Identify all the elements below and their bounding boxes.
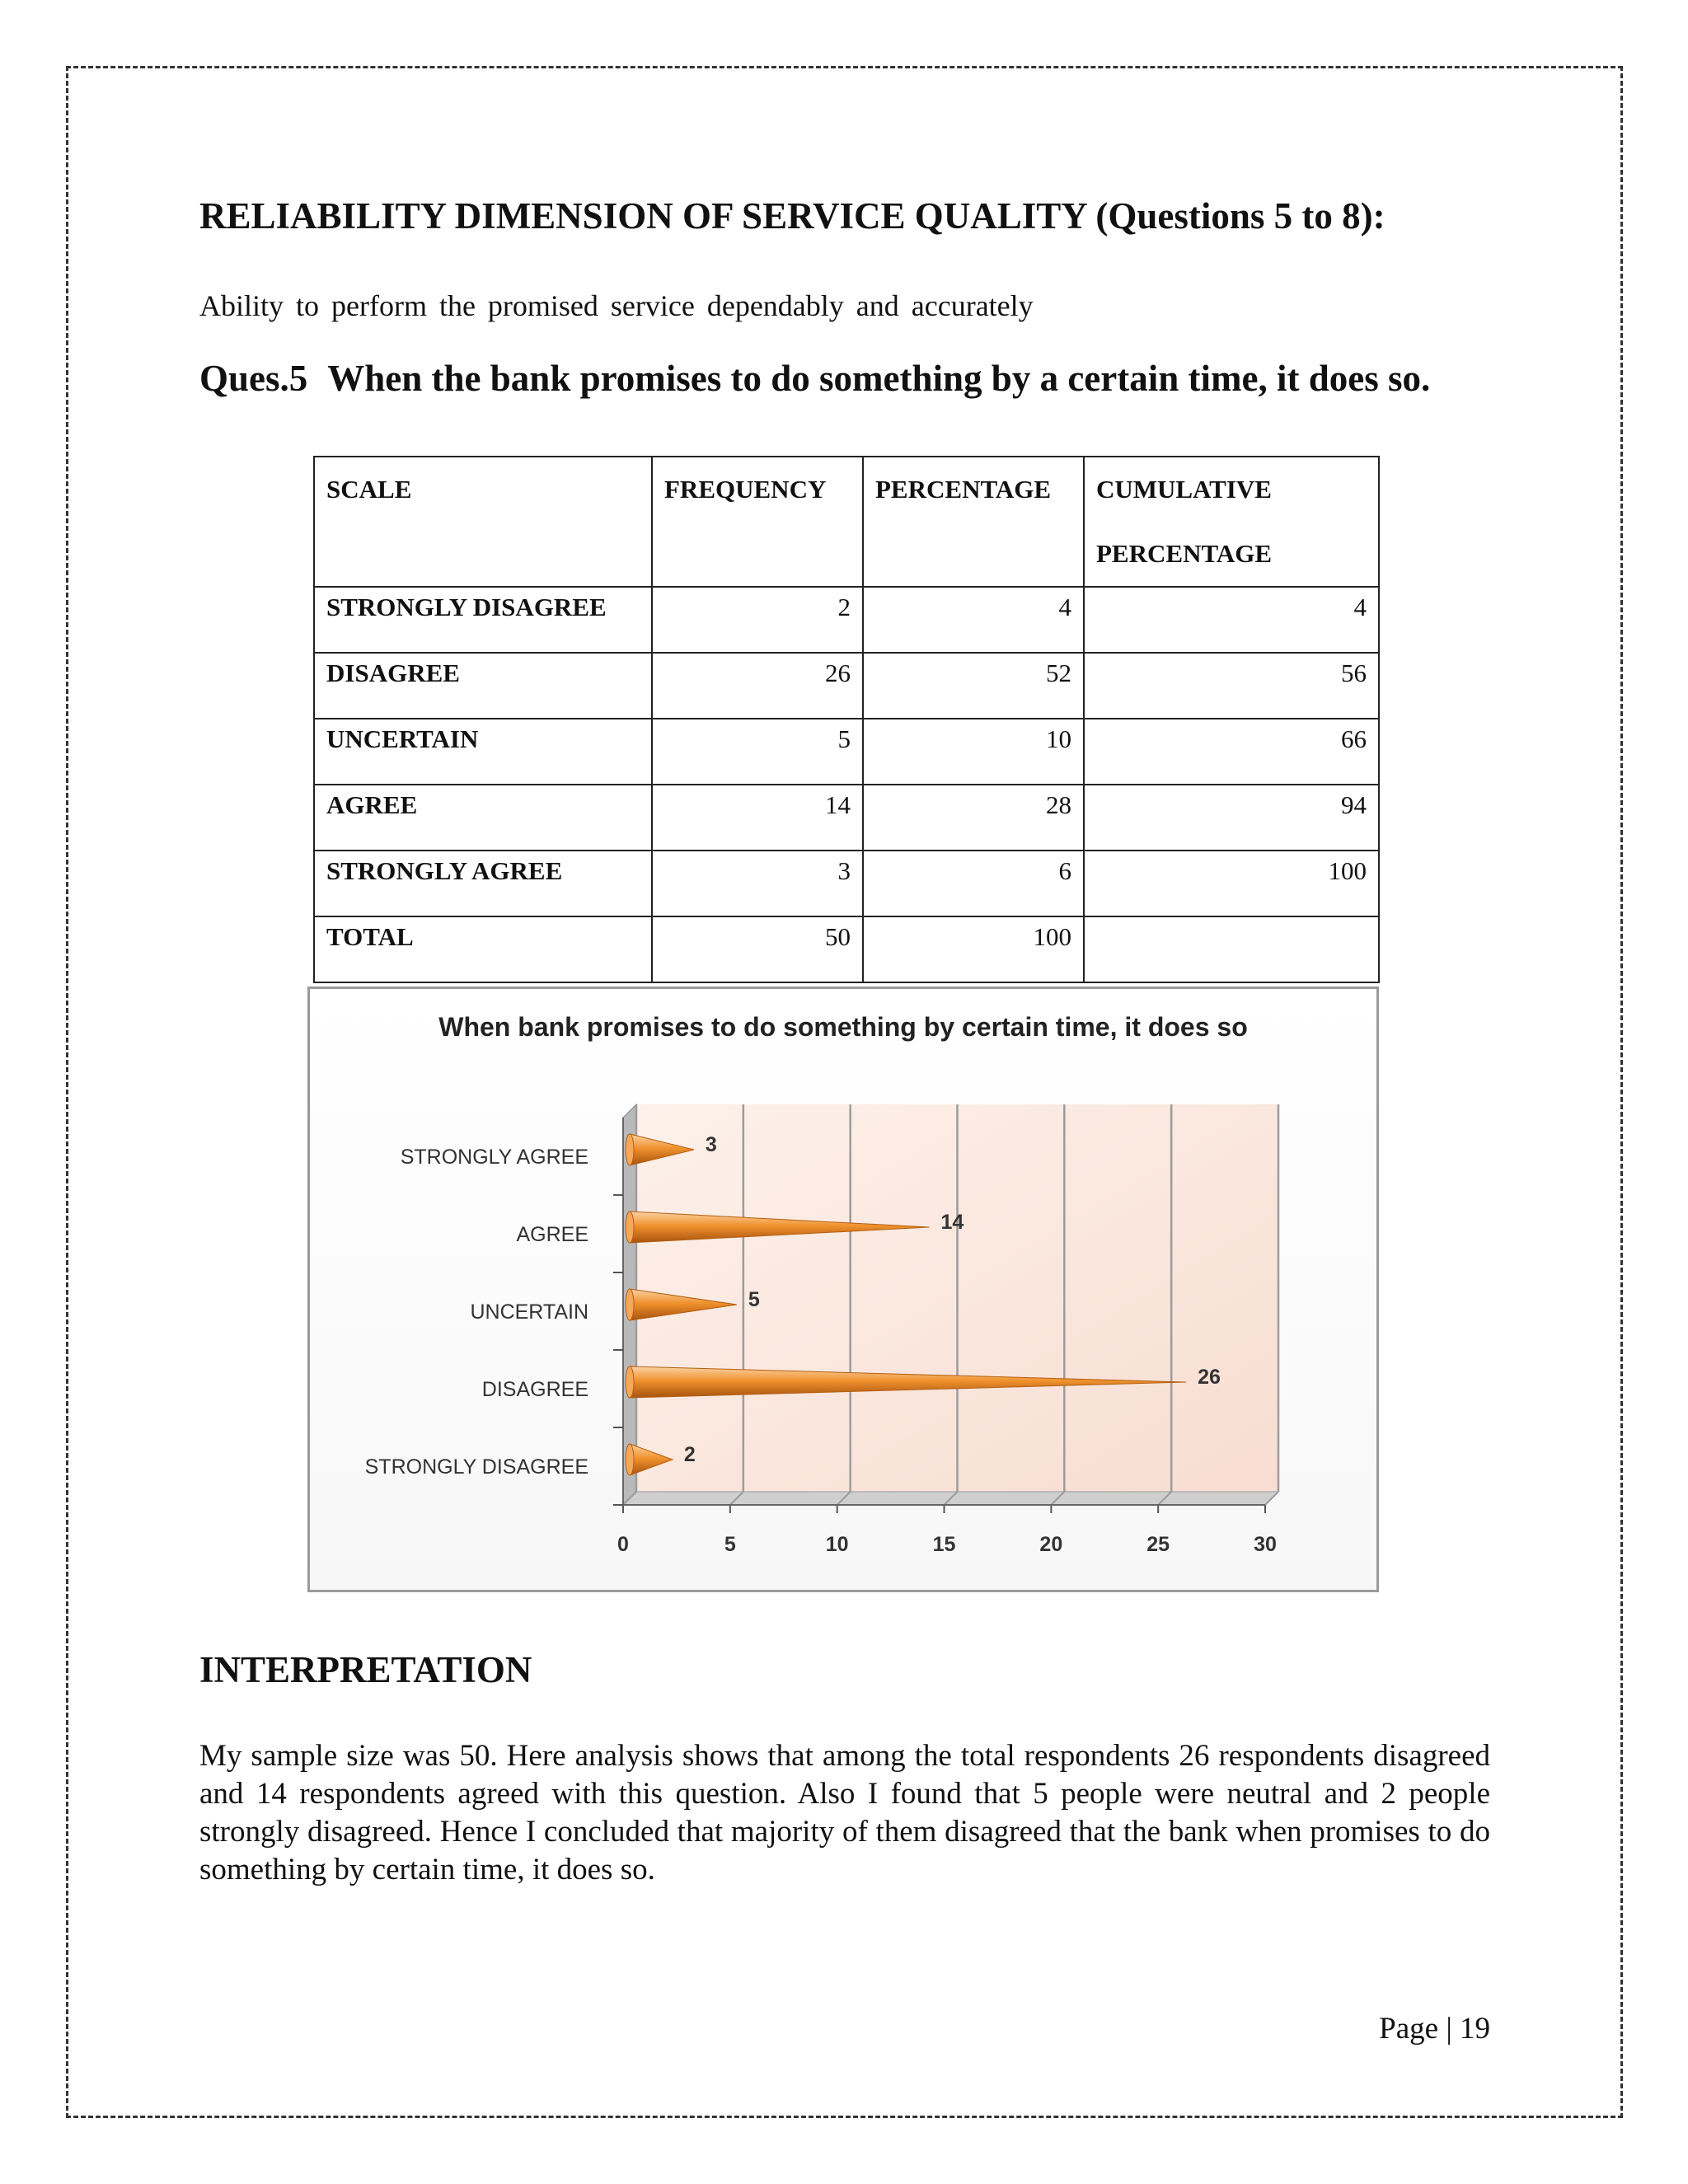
table-header-row (314, 457, 1379, 587)
table-row (314, 785, 1379, 851)
x-tick-label: 25 (1146, 1533, 1170, 1556)
table-row (314, 587, 1379, 653)
header-frequency: FREQUENCY (652, 457, 863, 587)
data-label: 26 (1198, 1366, 1221, 1389)
chart-canvas (310, 989, 1376, 1590)
x-tick-label: 30 (1254, 1533, 1277, 1556)
section-heading: RELIABILITY DIMENSION OF SERVICE QUALITY (Questions 5 to 8): (199, 195, 1386, 237)
cell-cumulative: 94 (1084, 785, 1379, 851)
cell-scale: STRONGLY DISAGREE (314, 587, 652, 653)
cell-frequency: 5 (652, 719, 863, 785)
header-cumulative-percentage-line: PERCENTAGE (1096, 539, 1273, 568)
cell-cumulative: 56 (1084, 653, 1379, 719)
cell-percentage: 6 (863, 851, 1084, 916)
y-category-label: AGREE (516, 1223, 588, 1246)
x-tick-label: 20 (1039, 1533, 1063, 1556)
data-label: 2 (683, 1443, 696, 1466)
cell-frequency: 2 (652, 587, 863, 653)
section-subtitle: Ability to perform the promised service dependably and accurately (199, 289, 1034, 322)
cell-percentage: 100 (863, 916, 1084, 982)
cell-percentage: 10 (863, 719, 1084, 785)
cell-cumulative (1084, 916, 1379, 982)
bar-chart (307, 987, 1379, 1592)
table-row-total (314, 916, 1379, 982)
cell-scale: STRONGLY AGREE (314, 851, 652, 916)
cell-scale: DISAGREE (314, 653, 652, 719)
cell-percentage: 52 (863, 653, 1084, 719)
cell-percentage: 4 (863, 587, 1084, 653)
cell-frequency: 3 (652, 851, 863, 916)
interpretation-heading: INTERPRETATION (199, 1649, 532, 1690)
y-category-label: STRONGLY AGREE (400, 1146, 588, 1169)
table-row (314, 719, 1379, 785)
x-tick-label: 10 (825, 1533, 849, 1556)
bar-cone-base (626, 1289, 634, 1320)
header-scale: SCALE (314, 457, 652, 587)
cell-scale: AGREE (314, 785, 652, 851)
cell-cumulative: 66 (1084, 719, 1379, 785)
x-tick-label: 15 (932, 1533, 956, 1556)
cell-frequency: 14 (652, 785, 863, 851)
header-percentage: PERCENTAGE (863, 457, 1084, 587)
x-tick-label: 0 (617, 1533, 629, 1556)
cell-frequency: 26 (652, 653, 863, 719)
data-label: 5 (748, 1288, 760, 1311)
interpretation-body: My sample size was 50. Here analysis shows that among the total respondents 26 respondents disagreed and 14 respondents agreed with this question. Also I found that 5 people were neutral and 2 people strongly disagreed. Hence I concluded that majority of them disagreed that the bank when promises to do something by certain time, it does so. (199, 1739, 1490, 1886)
frequency-table (313, 456, 1380, 983)
cell-scale: UNCERTAIN (314, 719, 652, 785)
question-heading (199, 357, 1430, 400)
header-cumulative: CUMULATIVE (1096, 475, 1272, 504)
question-number: Ques.5 (199, 358, 308, 399)
cell-frequency: 50 (652, 916, 863, 982)
cell-cumulative: 100 (1084, 851, 1379, 916)
bar-cone-base (626, 1134, 634, 1165)
page-number: Page | 19 (1379, 2012, 1490, 2046)
data-label: 14 (940, 1211, 964, 1234)
bar-cone-base (626, 1366, 634, 1398)
chart-title: When bank promises to do something by certain time, it does so (438, 1012, 1248, 1042)
table-row (314, 851, 1379, 916)
data-label: 3 (705, 1133, 717, 1156)
header-cumulative-percentage (1084, 457, 1379, 587)
question-text: When the bank promises to do something by a certain time, it does so. (327, 358, 1431, 399)
y-category-label: DISAGREE (481, 1378, 588, 1401)
x-tick-label: 5 (724, 1533, 736, 1556)
cell-cumulative: 4 (1084, 587, 1379, 653)
bar-cone-base (626, 1444, 634, 1475)
bar-cone-base (626, 1212, 634, 1243)
y-category-label: UNCERTAIN (470, 1301, 588, 1324)
y-category-label: STRONGLY DISAGREE (364, 1455, 588, 1479)
cell-scale: TOTAL (314, 916, 652, 982)
cell-percentage: 28 (863, 785, 1084, 851)
table-row (314, 653, 1379, 719)
